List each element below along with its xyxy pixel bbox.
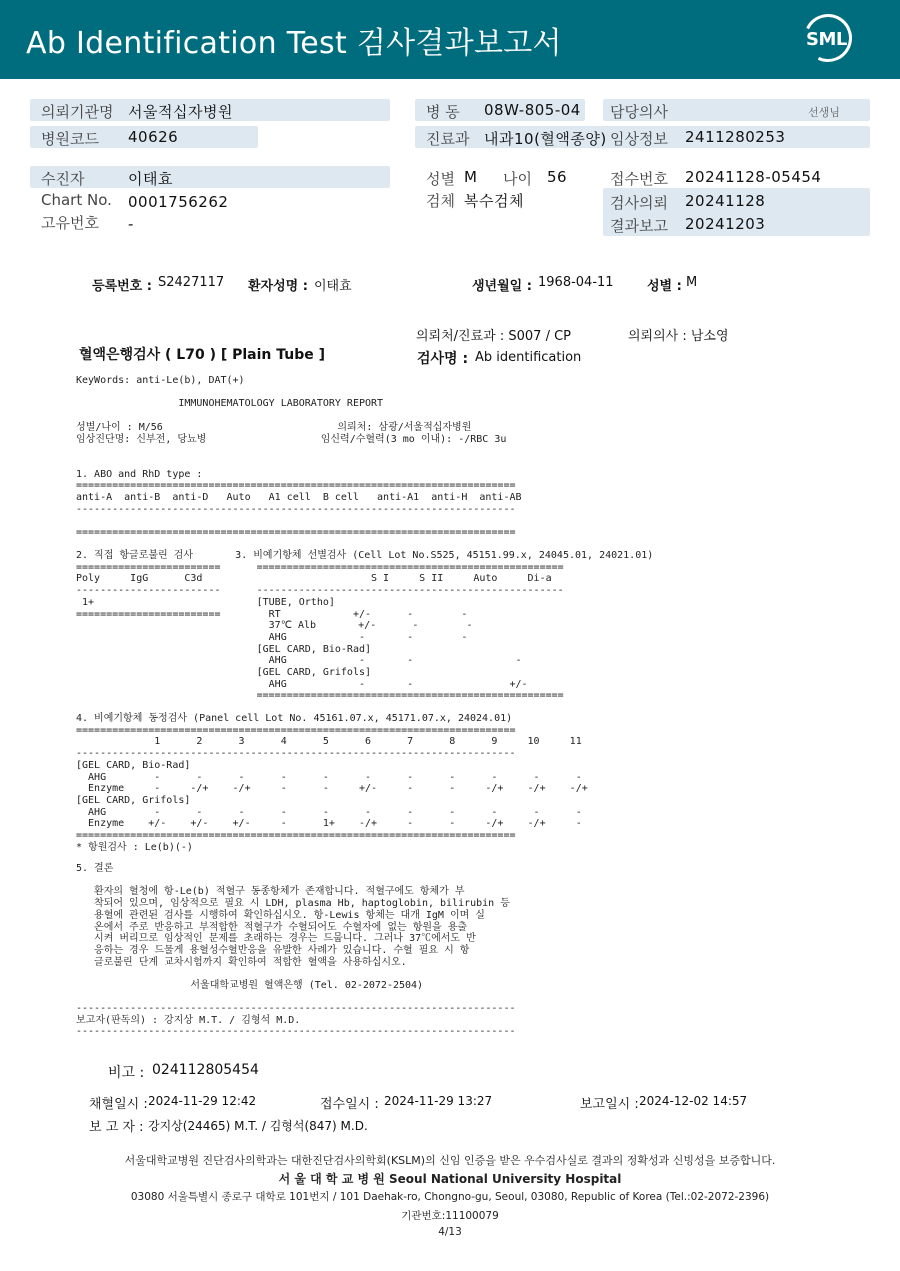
- code-value: 40626: [128, 128, 179, 146]
- doctor-suffix: 선생님: [808, 106, 840, 119]
- report-time-value: 2024-12-02 14:57: [639, 1094, 748, 1108]
- unique-label: 고유번호: [41, 214, 99, 232]
- note-value: 024112805454: [152, 1062, 259, 1078]
- collect-value: 2024-11-29 12:42: [148, 1094, 257, 1108]
- clinical-value: 2411280253: [685, 128, 786, 146]
- age-label: 나이: [503, 170, 532, 188]
- report-block-conclusion: 5. 결론 환자의 혈청에 항-Le(b) 적혈구 동종항체가 존재합니다. 적혈구에도 항체가 부 착되어 있으며, 임상적으로 필요 시 LDH, plasma Hb, haptoglobin, bilirubin 등 용혈에 관련된 검사를 시행하여 확인하십시오. 항-Lewis 항체는 대개 IgM 이며 실 온에서 주로 반응하고 부적합한 적혈구가 수혈되어도 수혈자에 없는 항원을 용출 시켜 버리므로 임상적인 문제를 초래하는 경우는 드뭅니다. 그러나 37℃에서도 반 응하는 경우 드물게 용혈성수혈반응을 유발한 사례가 있습니다. 수혈 필요 시 항 글로불린 단계 교차시험까지 확인하여 적합한 혈액을 사용하십시오. 서울대학교병원 혈액은행 (Tel. 02-2072-2504): [76, 863, 510, 992]
- request-value: 20241128: [685, 192, 766, 210]
- ward-label: 병 동: [426, 103, 460, 121]
- specimen-label: 검체: [426, 192, 455, 210]
- name-label: 환자성명 :: [248, 279, 308, 294]
- request-label: 검사의뢰: [610, 194, 668, 212]
- sml-logo: [804, 14, 850, 64]
- reg-value: S2427117: [158, 275, 225, 290]
- report-block-dat-screen: 2. 직접 항글로불린 검사 3. 비예기항체 선별검사 (Cell Lot No.S525, 45151.99.x, 24045.01, 24021.01) ======================== =================================================== Poly IgG C3d S I S II Auto Di-a ------------------------ --------------------------------------------------- 1+ [TUBE, Ortho] ======================== RT +/- - - 37℃ Alb +/- - - AHG - - - [GEL CARD, Bio-Rad] AHG - - - [GEL CARD, Grifols] AHG - - +/- ===================================================: [76, 550, 654, 702]
- ward-value: 08W-805-04: [484, 101, 581, 119]
- patient-value: 이태효: [128, 170, 173, 188]
- dob-label: 생년월일 :: [472, 279, 532, 294]
- report-time-label: 보고일시 :: [580, 1097, 639, 1112]
- hospital-value: 서울적십자병원: [128, 103, 233, 121]
- sex2-label: 성별 :: [647, 279, 682, 294]
- doctor-label: 담당의사: [610, 103, 668, 121]
- test-name-label: 검사명 :: [417, 351, 469, 367]
- receipt-value: 20241128-05454: [685, 168, 822, 186]
- footer-certification: 서울대학교병원 진단검사의학과는 대한진단검사의학회(KSLM)의 신임 인증을 받은 우수검사실로 결과의 정확성과 신빙성을 보증합니다.: [124, 1154, 776, 1167]
- reg-label: 등록번호 :: [92, 279, 152, 294]
- report-header: [0, 0, 900, 79]
- hospital-label: 의뢰기관명: [41, 103, 114, 121]
- patient-label: 수진자: [41, 170, 85, 188]
- footer-hospital-name: 서 울 대 학 교 병 원 Seoul National University Hospital: [278, 1172, 622, 1186]
- reporter-label: 보 고 자 :: [89, 1120, 144, 1135]
- report-block-reporter: ------------------------------------------------------------------------- 보고자(판독의) : 강지상 M.T. / 김형석 M.D. -------------------------------------------------------------------------: [76, 1003, 516, 1038]
- report-block-abo: KeyWords: anti-Le(b), DAT(+) IMMUNOHEMATOLOGY LABORATORY REPORT 성별/나이 : M/56 의뢰처: 삼광/서울적십자병원 임상진단명: 신부전, 당뇨병 임신력/수혈력(3 mo 이내): -/RBC 3u 1. ABO and RhD type : ========================================================================= anti-A anti-B anti-D Auto A1 cell B cell anti-A1 anti-H anti-AB ------------------------------------------------------------------------- =========================================================================: [76, 375, 522, 539]
- dept-label: 진료과: [426, 130, 470, 148]
- test-title: 혈액은행검사 ( L70 ) [ Plain Tube ]: [79, 347, 326, 363]
- specimen-value: 복수검체: [464, 192, 524, 210]
- logo-text: SML: [806, 29, 847, 50]
- test-name-value: Ab identification: [475, 350, 582, 365]
- name-value: 이태효: [314, 279, 352, 294]
- chart-label: Chart No.: [41, 191, 112, 209]
- receive-label: 접수일시 :: [320, 1097, 379, 1112]
- footer-institution-no: 기관번호:11100079: [401, 1210, 499, 1222]
- page-number: 4/13: [438, 1226, 462, 1238]
- age-value: 56: [547, 168, 568, 186]
- receipt-label: 접수번호: [610, 170, 668, 188]
- unique-value: -: [128, 215, 134, 233]
- dob-value: 1968-04-11: [538, 275, 614, 290]
- code-label: 병원코드: [41, 130, 99, 148]
- reporter-value: 강지상(24465) M.T. / 김형석(847) M.D.: [148, 1119, 368, 1133]
- footer-address: 03080 서울특별시 종로구 대학로 101번지 / 101 Daehak-ro, Chongno-gu, Seoul, 03080, Republic of Korea (Tel.:02-2072-2396): [130, 1191, 770, 1203]
- collect-label: 채혈일시 :: [89, 1097, 148, 1112]
- report-date-label: 결과보고: [610, 217, 668, 235]
- doctor-line: 의뢰의사 : 남소영: [628, 329, 729, 344]
- dept-line: 의뢰처/진료과 : S007 / CP: [416, 329, 571, 344]
- note-label: 비고 :: [108, 1065, 145, 1081]
- dept-value: 내과10(혈액종양): [484, 130, 607, 148]
- clinical-label: 임상정보: [610, 130, 668, 148]
- report-block-panel: 4. 비예기항체 동정검사 (Panel cell Lot No. 45161.07.x, 45171.07.x, 24024.01) ========================================================================= 1 2 3 4 5 6 7 8 9 10 11 ------------------------------------------------------------------------- [GEL CARD, Bio-Rad] AHG - - - - - - - - - - - Enzyme - -/+ -/+ - - +/- - - -/+ -/+ -/+ [GEL CARD, Grifols] AHG - - - - - - - - - - - Enzyme +/- +/- +/- - 1+ -/+ - - -/+ -/+ - ========================================================================= * 항원검사 : Le(b)(-): [76, 713, 588, 853]
- report-date-value: 20241203: [685, 215, 766, 233]
- sex2-value: M: [686, 275, 698, 290]
- sex-value: M: [464, 168, 478, 186]
- receive-value: 2024-11-29 13:27: [384, 1094, 493, 1108]
- report-title: Ab Identification Test 검사결과보고서: [26, 26, 562, 61]
- sex-label: 성별: [426, 170, 455, 188]
- chart-value: 0001756262: [128, 193, 229, 211]
